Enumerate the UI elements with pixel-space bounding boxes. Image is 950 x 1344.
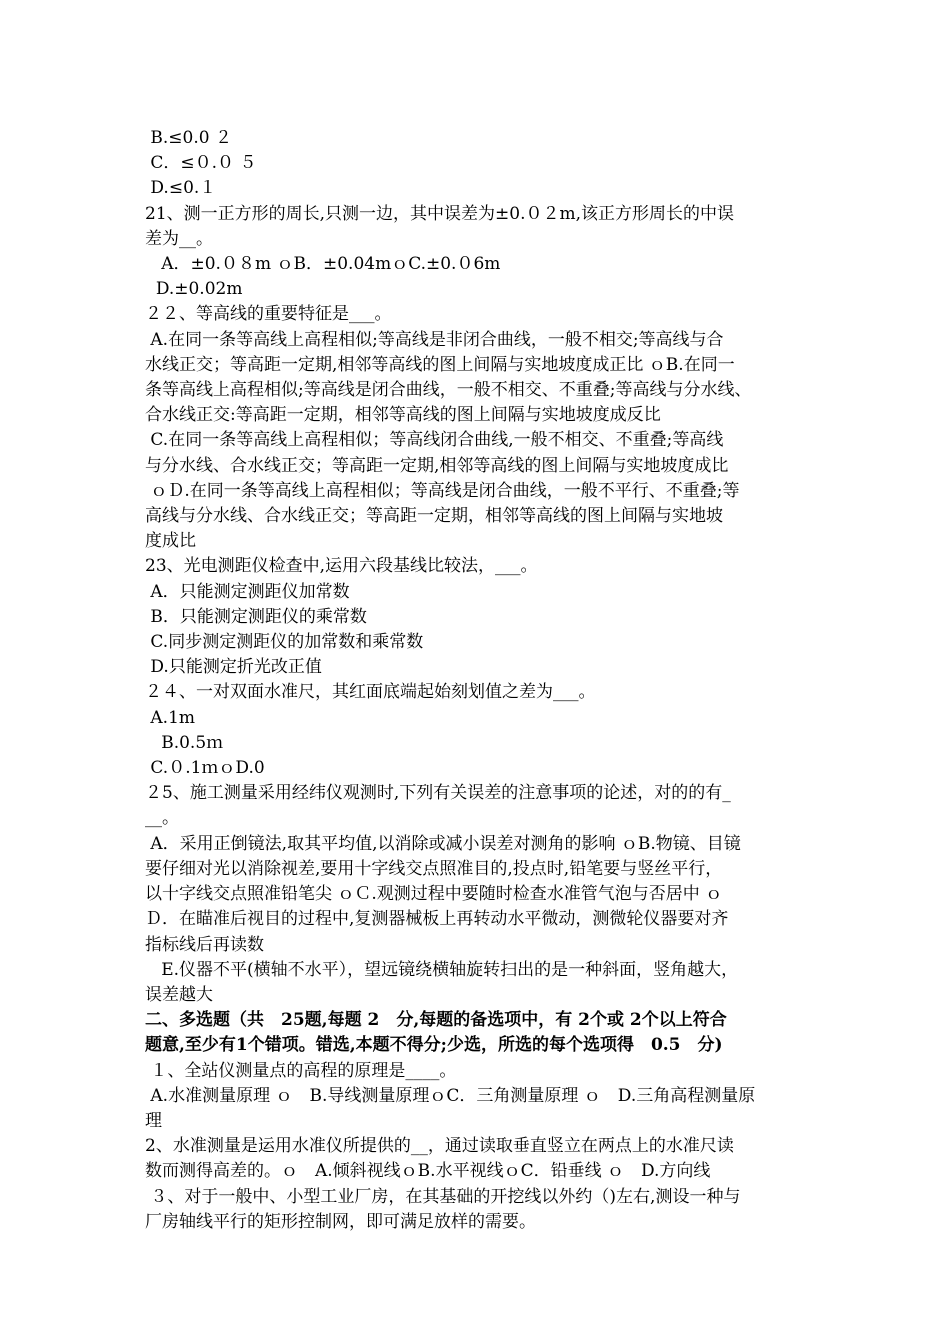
text-line: 数而测得高差的。ｏ A.倾斜视线ｏB.水平视线ｏC．铅垂线 ｏ D.方向线 (145, 1161, 711, 1182)
section-heading-line: 二、多选题（共 25题,每题 2 分,每题的备选项中，有 2个或 2个以上符合 (145, 1010, 727, 1031)
text-line: C.在同一条等高线上高程相似；等高线闭合曲线,一般不相交、不重叠;等高线 (145, 430, 724, 451)
text-line: A．±0.０８m ｏB．±0.04mｏC.±0.０6m (145, 254, 501, 275)
text-line: A.1m (145, 707, 196, 728)
text-line: 23、光电测距仪检查中,运用六段基线比较法，___。 (145, 556, 538, 577)
text-line: ２5、施工测量采用经纬仪观测时,下列有关误差的注意事项的论述，对的的有_ (145, 783, 731, 804)
text-line: A.水准测量原理 ｏ B.导线测量原理ｏC．三角测量原理 ｏ D.三角高程测量原 (145, 1085, 756, 1106)
text-line: 条等高线上高程相似;等高线是闭合曲线，一般不相交、不重叠;等高线与分水线、 (145, 380, 752, 401)
text-line: D.≤0.１ (145, 178, 217, 199)
text-line: Ｄ．在瞄准后视目的过程中,复测器械板上再转动水平微动，测微轮仪器要对齐 (145, 909, 729, 930)
document-body (145, 126, 810, 1235)
text-line: 与分水线、合水线正交；等高距一定期,相邻等高线的图上间隔与实地坡度成比 (145, 455, 729, 476)
text-line: １、全站仪测量点的高程的原理是____。 (145, 1060, 457, 1081)
text-line: 指标线后再读数 (145, 934, 264, 955)
text-line: 合水线正交:等高距一定期，相邻等高线的图上间隔与实地坡度成反比 (145, 405, 661, 426)
section-heading-line: 题意,至少有1个错项。错选,本题不得分;少选，所选的每个选项得 0.5 分) (145, 1035, 723, 1056)
text-line: B.≤0.0 ２ (145, 128, 232, 148)
text-line: ｏＤ.在同一条等高线上高程相似；等高线是闭合曲线，一般不平行、不重叠;等 (145, 480, 740, 501)
text-line: C．≤０.０ ５ (145, 153, 257, 174)
text-line: 以十字线交点照准铅笔尖 ｏＣ.观测过程中要随时检查水准管气泡与否居中 ｏ (145, 884, 723, 905)
text-line: C.同步测定测距仪的加常数和乘常数 (145, 632, 424, 653)
text-line: 2、水准测量是运用水准仪所提供的__，通过读取垂直竖立在两点上的水准尺读 (145, 1136, 734, 1157)
text-line: E.仪器不平(横轴不水平），望远镜绕横轴旋转扫出的是一种斜面，竖角越大， (145, 959, 739, 980)
text-line: B.0.5ｍ (145, 732, 224, 753)
text-line: 厂房轴线平行的矩形控制网，即可满足放样的需要。 (145, 1211, 536, 1232)
text-line: A.在同一条等高线上高程相似;等高线是非闭合曲线，一般不相交;等高线与合 (145, 329, 724, 350)
text-line: 理 (145, 1110, 162, 1131)
text-line: 水线正交；等高距一定期,相邻等高线的图上间隔与实地坡度成正比 ｏB.在同一 (145, 354, 735, 375)
text-line: A．只能测定测距仪加常数 (145, 581, 350, 602)
text-line: ２２、等高线的重要特征是___。 (145, 304, 392, 325)
text-line: 差为__。 (145, 228, 213, 249)
text-line: ３、对于一般中、小型工业厂房，在其基础的开挖线以外约（)左右,测设一种与 (145, 1186, 741, 1207)
text-line: 高线与分水线、合水线正交；等高距一定期，相邻等高线的图上间隔与实地坡 (145, 506, 723, 527)
text-line: 误差越大 (145, 984, 213, 1005)
text-line: __。 (145, 808, 179, 829)
text-line: 21、测一正方形的周长,只测一边，其中误差为±0.０２m,该正方形周长的中误 (145, 203, 735, 224)
text-line: D.只能测定折光改正值 (145, 657, 322, 678)
text-line: B．只能测定测距仪的乘常数 (145, 606, 367, 627)
text-line: ２４、一对双面水准尺，其红面底端起始刻划值之差为___。 (145, 682, 596, 703)
text-line: A．采用正倒镜法,取其平均值,以消除或减小误差对测角的影响 ｏB.物镜、目镜 (145, 833, 741, 854)
text-line: D.±0.02m (145, 279, 243, 300)
text-line: 要仔细对光以消除视差,要用十字线交点照准目的,投点时,铅笔要与竖丝平行， (145, 858, 723, 879)
text-line: 度成比 (145, 531, 196, 552)
text-line: C.０.1ｍｏD.0 (145, 758, 265, 779)
